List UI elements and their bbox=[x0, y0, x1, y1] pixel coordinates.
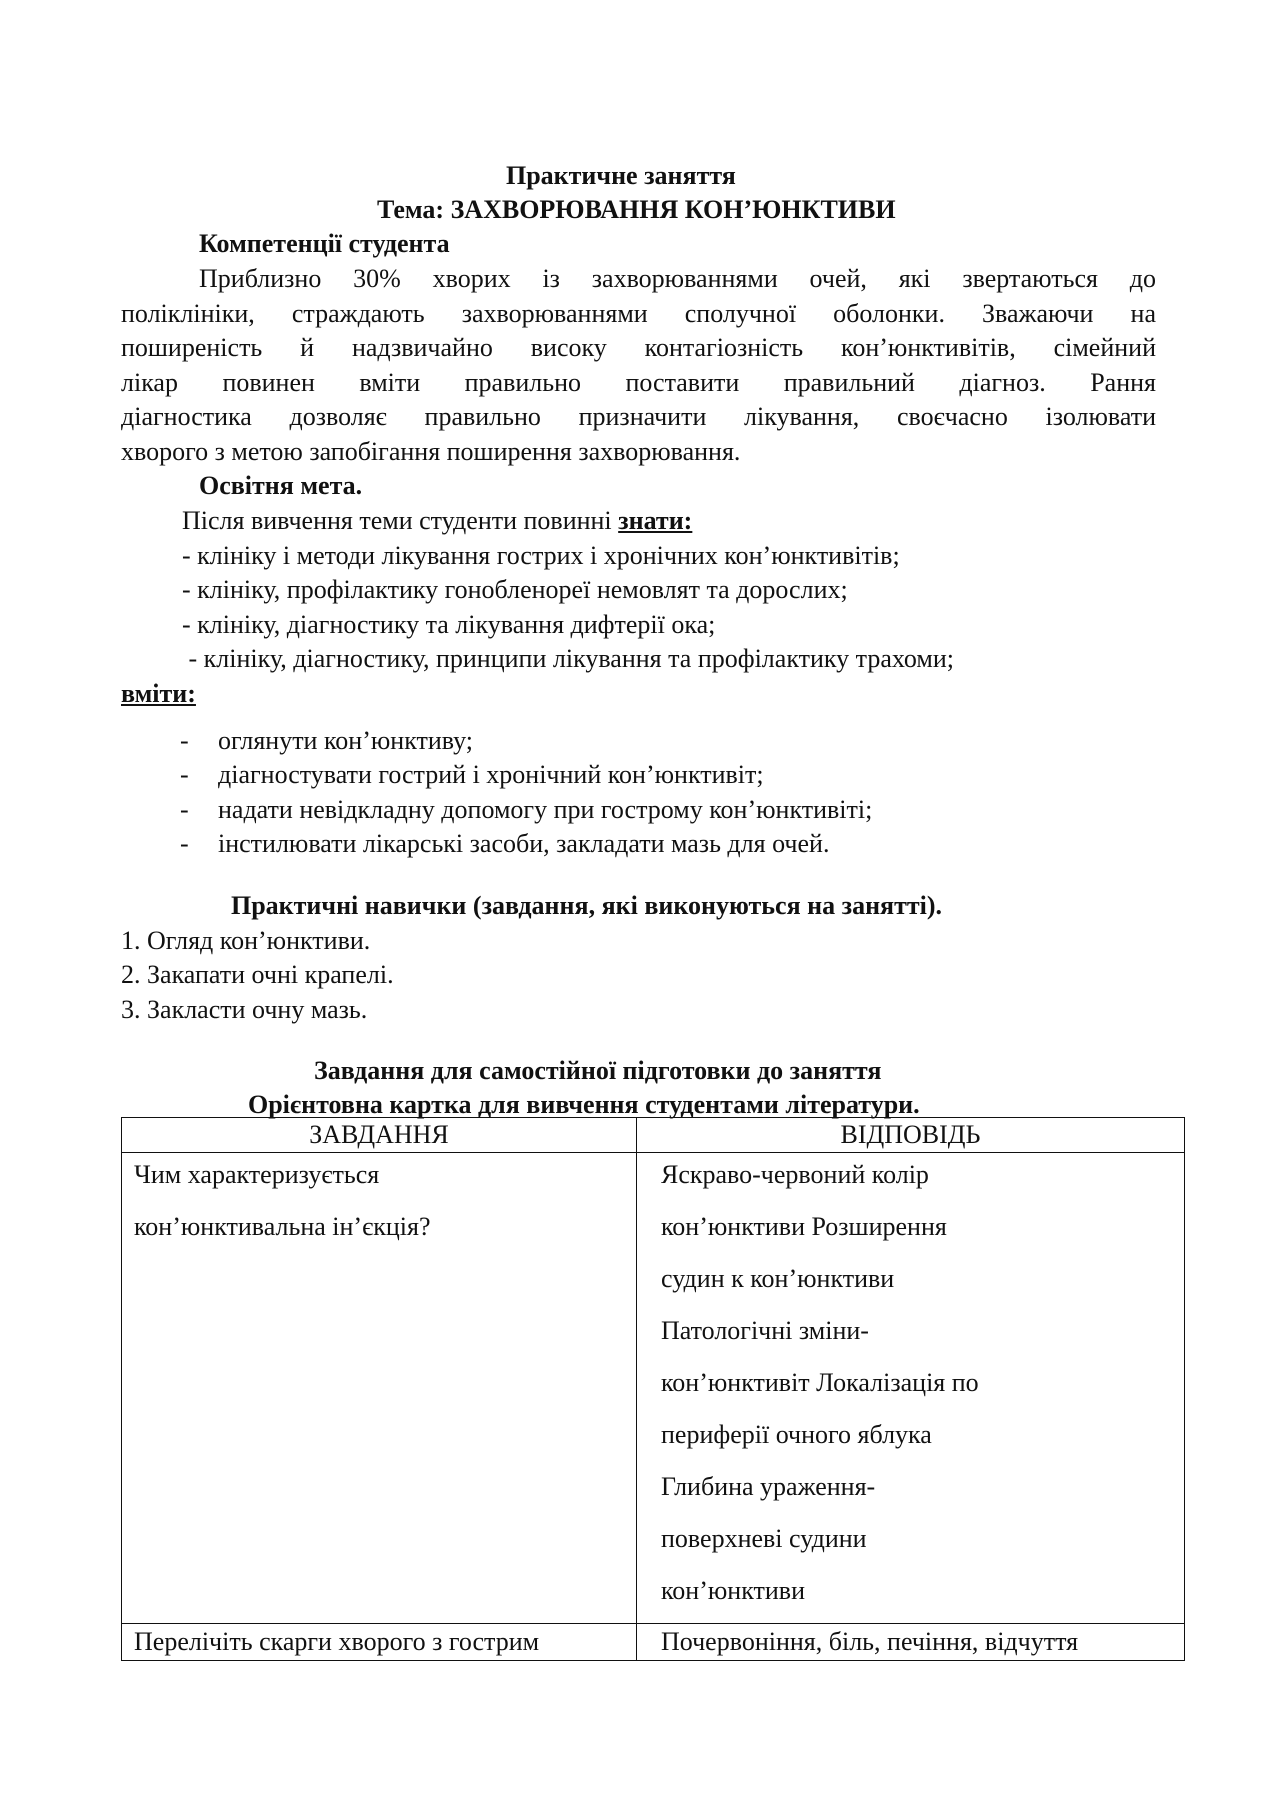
skills-bullet: - bbox=[180, 760, 189, 789]
practical-item: 3. Закласти очну мазь. bbox=[121, 995, 368, 1024]
answer-line: Глибина ураження- bbox=[661, 1472, 876, 1501]
competence-line: хворого з метою запобігання поширення захворювання. bbox=[121, 436, 741, 466]
know-label: знати: bbox=[618, 506, 693, 535]
question-line: Чим характеризується bbox=[134, 1160, 380, 1189]
answer-line: кон’юнктиви Розширення bbox=[661, 1212, 947, 1241]
competence-line: Приблизно 30% хворих із захворюваннями очей, які звертаються до bbox=[199, 264, 1156, 293]
competence-line: поширеність й надзвичайно високу контагіозність кон’юнктивітів, сімейний bbox=[121, 333, 1156, 362]
know-item: - клініку і методи лікування гострих і хронічних кон’юнктивітів; bbox=[182, 541, 900, 570]
skills-item: надати невідкладну допомогу при гострому кон’юнктивіті; bbox=[218, 795, 873, 824]
competence-line: діагностика дозволяє правильно призначити лікування, своєчасно ізолювати bbox=[121, 402, 1156, 431]
competence-line: лікар повинен вміти правильно поставити правильний діагноз. Рання bbox=[121, 367, 1156, 397]
answer-line: поверхневі судини bbox=[661, 1524, 867, 1553]
answer-line: Яскраво-червоний колір bbox=[661, 1160, 929, 1189]
question-cell bbox=[122, 1153, 637, 1624]
practical-item: 1. Огляд кон’юнктиви. bbox=[121, 926, 371, 955]
question-cell: Перелічіть скарги хворого з гострим bbox=[122, 1624, 637, 1661]
skills-label: вміти: bbox=[121, 679, 196, 708]
know-item: - клініку, діагностику, принципи лікування та профілактику трахоми; bbox=[182, 644, 954, 673]
document-title: Практичне заняття bbox=[506, 161, 736, 190]
goal-heading: Освітня мета. bbox=[199, 471, 363, 500]
answer-line: Патологічні зміни- bbox=[661, 1316, 869, 1345]
table-row bbox=[122, 1153, 1185, 1624]
skills-bullet: - bbox=[180, 726, 189, 755]
answer-cell: Почервоніння, біль, печіння, відчуття bbox=[637, 1624, 1185, 1661]
card-heading: Орієнтовна картка для вивчення студентами літератури. bbox=[248, 1090, 920, 1119]
competence-line: поліклініки, страждають захворюваннями сполучної оболонки. Зважаючи на bbox=[121, 298, 1156, 328]
question-line: кон’юнктивальна ін’єкція? bbox=[134, 1212, 431, 1241]
topic-heading: Тема: ЗАХВОРЮВАННЯ КОН’ЮНКТИВИ bbox=[377, 195, 896, 224]
practical-item: 2. Закапати очні крапелі. bbox=[121, 960, 394, 989]
know-item: - клініку, профілактику гонобленореї немовлят та дорослих; bbox=[182, 575, 848, 604]
skills-bullet: - bbox=[180, 795, 189, 824]
competence-heading: Компетенції студента bbox=[199, 229, 450, 258]
answer-cell bbox=[637, 1153, 1185, 1624]
skills-bullet: - bbox=[180, 829, 189, 858]
answer-line: кон’юнктиви bbox=[661, 1576, 805, 1605]
literature-table bbox=[121, 1117, 1185, 1661]
answer-line: кон’юнктивіт Локалізація по bbox=[661, 1368, 979, 1397]
competence-paragraph bbox=[121, 262, 1156, 469]
know-intro: Після вивчення теми студенти повинні bbox=[182, 506, 619, 535]
table-row bbox=[122, 1624, 1185, 1661]
skills-item: діагностувати гострий і хронічний кон’юнктивіт; bbox=[218, 760, 764, 789]
know-intro-line bbox=[182, 504, 692, 538]
skills-item: оглянути кон’юнктиву; bbox=[218, 726, 474, 755]
table-header-cell: ЗАВДАННЯ bbox=[122, 1118, 637, 1153]
know-item: - клініку, діагностику та лікування дифтерії ока; bbox=[182, 610, 716, 639]
table-header-cell: ВІДПОВІДЬ bbox=[637, 1118, 1185, 1153]
answer-line: периферії очного яблука bbox=[661, 1420, 932, 1449]
answer-line: судин к кон’юнктиви bbox=[661, 1264, 895, 1293]
prep-heading: Завдання для самостійної підготовки до заняття bbox=[314, 1056, 882, 1085]
table-header-row bbox=[122, 1118, 1185, 1153]
skills-item: інстилювати лікарські засоби, закладати мазь для очей. bbox=[218, 829, 830, 858]
practical-heading: Практичні навички (завдання, які виконуються на занятті). bbox=[231, 891, 943, 920]
